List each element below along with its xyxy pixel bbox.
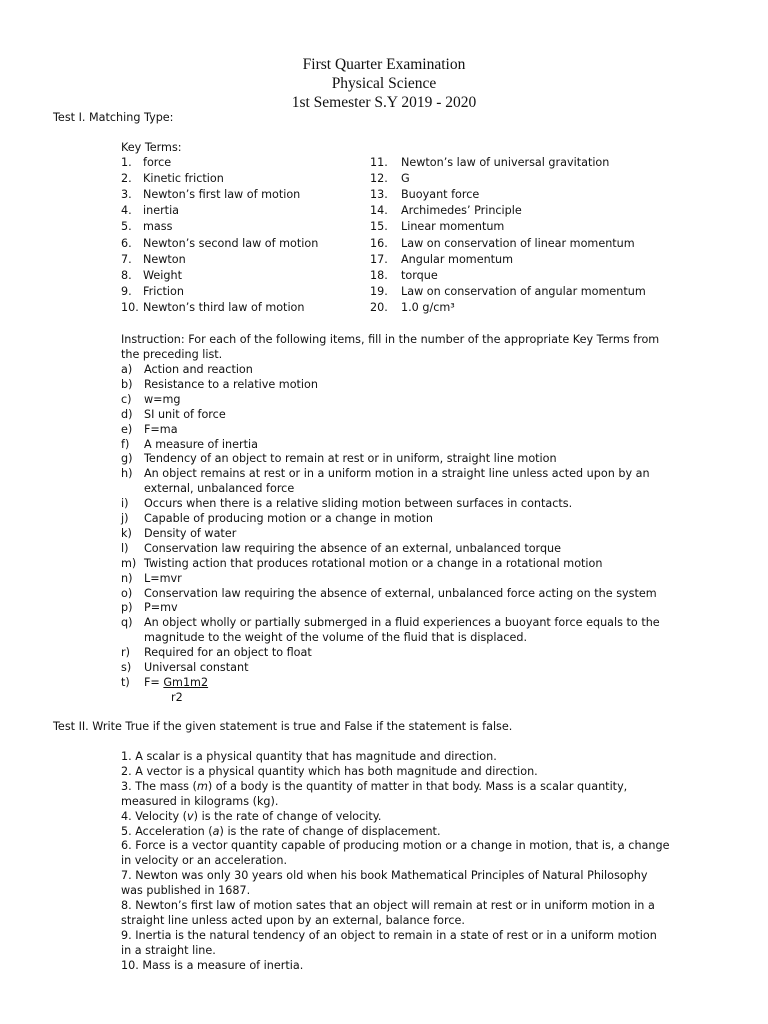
statement-text-continued: in a straight line. — [121, 943, 216, 957]
key-term-number: 20. — [370, 300, 388, 314]
key-term-number: 5. — [121, 220, 132, 234]
item-letter: m) — [121, 556, 137, 570]
item-text: SI unit of force — [144, 407, 226, 421]
statement-symbol: v — [187, 809, 194, 823]
key-term-number: 3. — [121, 188, 132, 202]
key-term-label: G — [401, 172, 410, 186]
statement-text-continued: was published in 1687. — [121, 884, 251, 898]
key-term-item — [121, 269, 182, 284]
item-letter: p) — [121, 601, 133, 615]
matching-item — [121, 438, 258, 453]
key-term-item — [370, 301, 455, 316]
matching-item — [121, 616, 660, 631]
item-letter: r) — [121, 646, 130, 660]
key-term-item — [121, 156, 171, 171]
key-term-number: 13. — [370, 188, 388, 202]
matching-item — [121, 676, 208, 691]
key-term-item — [370, 204, 522, 219]
key-term-label: torque — [401, 268, 438, 282]
matching-item — [121, 378, 318, 393]
item-text: Conservation law requiring the absence of external, unbalanced force acting on the system — [144, 586, 657, 600]
statement-symbol: a — [212, 824, 220, 838]
key-term-number: 6. — [121, 236, 132, 250]
matching-item — [121, 542, 561, 557]
item-letter: d) — [121, 407, 133, 421]
item-letter: c) — [121, 392, 132, 406]
item-letter: f) — [121, 437, 130, 451]
matching-item — [121, 363, 253, 378]
item-text: F= — [144, 675, 164, 689]
instruction-line-1: Instruction: For each of the following items, fill in the number of the appropriate Key Terms from — [121, 333, 660, 346]
statement-item — [121, 869, 647, 884]
matching-item — [121, 601, 178, 616]
item-text: Conservation law requiring the absence of an external, unbalanced torque — [144, 541, 562, 555]
matching-item — [121, 497, 572, 512]
key-term-label: Newton’s second law of motion — [143, 236, 319, 250]
item-letter: a) — [121, 363, 133, 376]
key-term-label: inertia — [143, 204, 180, 218]
statement-text: 1. A scalar is a physical quantity that has magnitude and direction. — [121, 750, 497, 763]
statement-text: 3. The mass ( — [121, 779, 197, 793]
key-term-item — [121, 301, 305, 316]
semester-title: 1st Semester S.Y 2019 - 2020 — [291, 94, 477, 111]
key-term-label: Angular momentum — [401, 252, 514, 266]
item-text: Action and reaction — [144, 363, 253, 376]
key-term-number: 2. — [121, 172, 132, 186]
matching-item — [121, 646, 312, 661]
key-term-number: 11. — [370, 156, 388, 169]
key-term-item — [370, 253, 513, 268]
key-term-item — [121, 253, 186, 268]
key-term-number: 9. — [121, 284, 132, 298]
statement-text: 10. Mass is a measure of inertia. — [121, 958, 304, 972]
matching-item — [121, 393, 181, 408]
key-term-number: 8. — [121, 268, 132, 282]
statement-text-continued: in velocity or an acceleration. — [121, 854, 288, 868]
item-text: L=mvr — [144, 571, 182, 585]
item-letter: e) — [121, 422, 133, 436]
matching-item — [121, 467, 650, 482]
key-term-label: Newton — [143, 252, 186, 266]
item-text: w=mg — [144, 392, 181, 406]
key-term-label: Linear momentum — [401, 220, 505, 234]
key-term-number: 4. — [121, 204, 132, 218]
key-term-label: force — [143, 156, 172, 169]
statement-item — [121, 810, 381, 825]
subject-title: Physical Science — [331, 75, 437, 92]
key-term-item — [370, 156, 609, 171]
item-text: Density of water — [144, 526, 237, 540]
item-letter: h) — [121, 467, 133, 481]
exam-title: First Quarter Examination — [302, 56, 466, 73]
key-terms-label: Key Terms: — [121, 141, 182, 154]
item-letter: o) — [121, 586, 133, 600]
key-term-label: Friction — [143, 284, 184, 298]
matching-item — [121, 572, 182, 587]
key-term-label: Law on conservation of angular momentum — [401, 284, 646, 298]
item-text: Resistance to a relative motion — [144, 377, 318, 391]
key-term-label: Kinetic friction — [143, 172, 224, 186]
key-term-label: Weight — [143, 268, 182, 282]
item-text: Capable of producing motion or a change in motion — [144, 512, 433, 525]
matching-item — [121, 557, 602, 572]
statement-item — [121, 959, 303, 974]
key-term-number: 10. — [121, 300, 139, 314]
key-term-number: 19. — [370, 284, 388, 298]
item-text: F=ma — [144, 422, 178, 436]
item-text: A measure of inertia — [144, 437, 258, 451]
statement-item — [121, 825, 441, 840]
statement-text: ) is the rate of change of velocity. — [193, 809, 382, 823]
key-term-number: 14. — [370, 204, 388, 218]
key-term-item — [370, 172, 410, 187]
key-term-item — [370, 237, 635, 252]
matching-item — [121, 527, 236, 542]
key-term-item — [121, 285, 184, 300]
statement-item — [121, 899, 655, 914]
key-term-label: Law on conservation of linear momentum — [401, 236, 635, 250]
key-term-item — [370, 285, 646, 300]
item-text: An object wholly or partially submerged in a fluid experiences a buoyant force equals to the — [144, 616, 660, 630]
item-text-continued: magnitude to the weight of the volume of the fluid that is displaced. — [144, 631, 528, 645]
key-term-label: Newton’s first law of motion — [143, 188, 301, 202]
statement-symbol: m — [196, 779, 208, 793]
key-term-item — [370, 269, 438, 284]
matching-item — [121, 408, 226, 423]
key-term-label: Newton’s law of universal gravitation — [401, 156, 610, 169]
statement-text: 9. Inertia is the natural tendency of an object to remain in a state of rest or in a uniform motion — [121, 928, 657, 942]
item-letter: k) — [121, 526, 132, 540]
matching-item — [121, 661, 248, 676]
test2-heading: Test II. Write True if the given statement is true and False if the statement is false. — [53, 720, 513, 733]
key-term-item — [370, 220, 504, 235]
instruction-line-2: the preceding list. — [121, 348, 223, 361]
matching-item — [121, 423, 178, 438]
item-text: An object remains at rest or in a uniform motion in a straight line unless acted upon by an — [144, 467, 650, 481]
statement-text: 7. Newton was only 30 years old when his book Mathematical Principles of Natural Philosophy — [121, 869, 648, 883]
statement-item — [121, 765, 538, 780]
statement-text: 4. Velocity ( — [121, 809, 188, 823]
statement-text: ) of a body is the quantity of matter in that body. Mass is a scalar quantity, — [207, 779, 628, 793]
item-letter: j) — [121, 512, 129, 525]
item-text: P=mv — [144, 601, 178, 615]
key-term-number: 17. — [370, 252, 388, 266]
item-letter: l) — [121, 541, 129, 555]
item-letter: b) — [121, 377, 133, 391]
item-letter: q) — [121, 616, 133, 630]
item-text: Tendency of an object to remain at rest or in uniform, straight line motion — [144, 452, 557, 466]
matching-item — [121, 452, 557, 467]
key-term-number: 16. — [370, 236, 388, 250]
statement-text-continued: straight line unless acted upon by an external, balance force. — [121, 913, 465, 927]
statement-item — [121, 780, 627, 795]
item-text: Twisting action that produces rotational motion or a change in a rotational motion — [144, 556, 603, 570]
key-term-number: 18. — [370, 268, 388, 282]
statement-text: 6. Force is a vector quantity capable of producing motion or a change in motion, that is, a change — [121, 839, 670, 853]
statement-text-continued: measured in kilograms (kg). — [121, 794, 279, 808]
key-term-label: Archimedes’ Principle — [401, 204, 522, 218]
statement-text: ) is the rate of change of displacement. — [219, 824, 441, 838]
key-term-label: mass — [143, 220, 173, 234]
item-text-continued: external, unbalanced force — [144, 482, 295, 496]
key-term-item — [121, 204, 179, 219]
key-term-number: 1. — [121, 156, 132, 169]
key-term-item — [121, 188, 300, 203]
test1-heading: Test I. Matching Type: — [53, 111, 174, 124]
statement-text: 8. Newton’s first law of motion sates that an object will remain at rest or in uniform motion in a — [121, 899, 655, 912]
statement-item — [121, 929, 657, 944]
statement-item — [121, 839, 669, 854]
item-letter: i) — [121, 497, 129, 511]
key-term-number: 15. — [370, 220, 388, 234]
item-letter: s) — [121, 661, 132, 674]
key-term-number: 12. — [370, 172, 388, 186]
formula-numerator: Gm1m2 — [163, 675, 209, 689]
key-term-item — [121, 220, 172, 235]
formula-denominator: r2 — [171, 690, 183, 704]
key-term-label: Newton’s third law of motion — [143, 300, 305, 314]
key-term-number: 7. — [121, 252, 132, 266]
item-letter: n) — [121, 571, 133, 585]
statement-text: 5. Acceleration ( — [121, 824, 213, 838]
item-letter: g) — [121, 452, 133, 466]
statement-text: 2. A vector is a physical quantity which has both magnitude and direction. — [121, 764, 538, 778]
item-text: Required for an object to float — [144, 646, 312, 660]
item-letter: t) — [121, 675, 130, 689]
key-term-item — [370, 188, 479, 203]
key-term-item — [121, 237, 318, 252]
key-term-item — [121, 172, 224, 187]
key-term-label: 1.0 g/cm³ — [401, 300, 455, 314]
matching-item — [121, 587, 657, 602]
key-term-label: Buoyant force — [401, 188, 480, 202]
statement-item — [121, 750, 497, 765]
item-text: Occurs when there is a relative sliding motion between surfaces in contacts. — [144, 497, 573, 511]
matching-item — [121, 512, 433, 527]
item-text: Universal constant — [144, 661, 249, 674]
